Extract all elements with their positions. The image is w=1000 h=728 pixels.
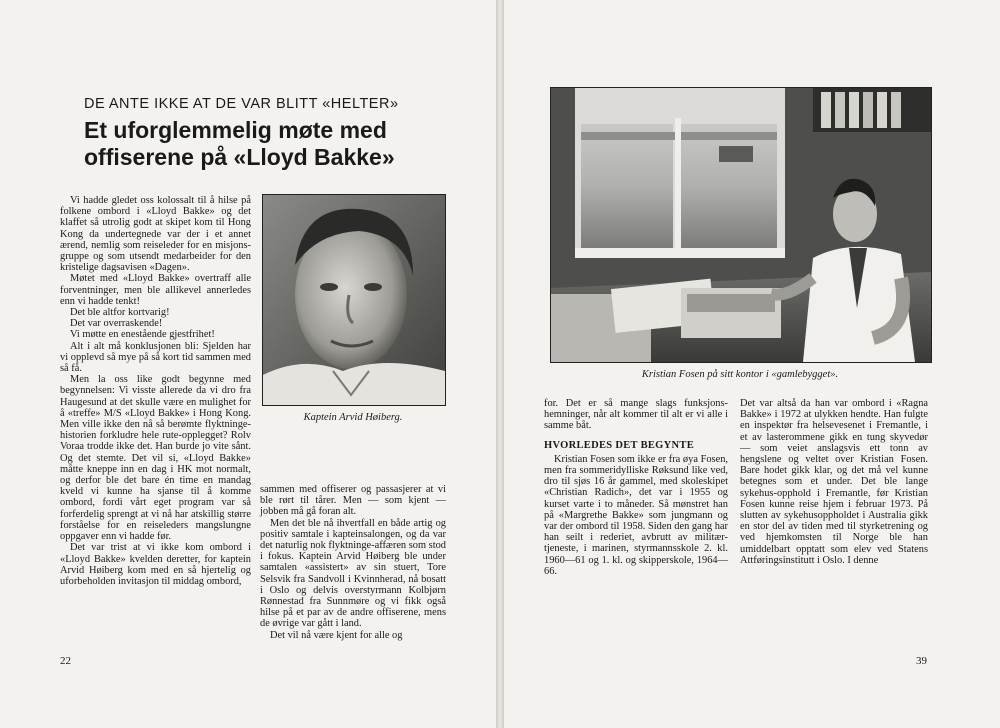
page-number-left: 22 bbox=[60, 655, 71, 667]
portrait-photo-icon bbox=[262, 194, 446, 406]
paragraph: Det ble altfor kortvarig! bbox=[70, 307, 170, 319]
left-page bbox=[0, 0, 496, 728]
left-column-2 bbox=[260, 484, 446, 641]
paragraph: Møtet med «Lloyd Bakke» overtraff alle forventninger, men ble allikevel annerledes enn vi hadde tenkt! bbox=[60, 273, 251, 307]
paragraph: Kristian Fosen som ikke er fra øya Fosen, men fra sommeridylliske Røksund like ved, dro til sjøs 16 år gammel, med skoleskipet «Christian Radich», det var i 1955 og kurset varte i to måneder. Så mønstret han på «Margrethe Bakke» som jungmann og var der ombord til 1958. Siden den gang har han seilt i rederiet, avbrutt av militær-tjeneste, i marinen, styrmannsskole 2. kl. 1960—61 og 1. kl. og skipperskole, 1964—66. bbox=[544, 453, 728, 577]
paragraph: for. Det er så mange slags funksjons-hemninger, når alt kommer til alt er vi alle i samme båt. bbox=[544, 398, 728, 432]
paragraph: Det var trist at vi ikke kom ombord i «Lloyd Bakke» kvelden deretter, for kaptein Arvid Høiberg kom med en så hjertelig og uforbeholden invitasjon til middag ombord, bbox=[60, 542, 251, 587]
right-column-1 bbox=[544, 398, 728, 577]
paragraph: Det var overraskende! bbox=[70, 318, 163, 330]
paragraph: Vi hadde gledet oss kolossalt til å hilse på folkene ombord i «Lloyd Bakke» og det klaffet så utrolig godt at skipet kom til Hong Kong da undertegnede var der i et annet ærend, nemlig som reiseleder for en misjons-gruppe og som utsendt medarbeider for den kristelige dagsavisen «Dagen». bbox=[60, 195, 251, 274]
paragraph: sammen med offiserer og passasjerer at vi ble rørt til tårer. Men — som kjent — jobben må gå foran alt. bbox=[260, 484, 446, 518]
left-column-1 bbox=[60, 195, 251, 587]
section-heading: HVORLEDES DET BEGYNTE bbox=[544, 439, 695, 451]
paragraph: Det vil nå være kjent for alle og bbox=[270, 629, 403, 641]
right-page bbox=[504, 0, 1000, 728]
article-kicker: DE ANTE IKKE AT DE VAR BLITT «HELTER» bbox=[84, 96, 399, 112]
paragraph: Men la oss like godt begynne med begynnelsen: Vi visste allerede da vi dro fra Haugesund at det skulle være en mulighet for å «treffe» M/S «Lloyd Bakke» i Hong Kong. Men ville ikke den nå så berømte flyktninge-historien forkludre hele rute-opplegget? Rolv Voraa trodde ikke det. Han burde jo vite sånt. Og det stemte. Det vil si, «Lloyd Bakke» måtte kneppe inn en dag i HK mot normalt, og derfor ble det bare én time en mandag kveld vi kunne ha sjanse til å komme ombord, fordi vårt eget program var så forferdelig sprengt at vi nå har atskillig større forståelse for en reiseleders mangslungne oppgaver enn vi hadde før. bbox=[60, 374, 251, 543]
page-number-right: 39 bbox=[916, 655, 927, 667]
paragraph: Det var altså da han var ombord i «Ragna Bakke» i 1972 at ulykken hendte. Han fulgte en inspektør fra helsevesenet i Fremantle, i et av lasterommene gikk en tung skyvedør — som veiet anslagsvis ett tonn av hengslene og veltet over Kristian Fosen. Bare hodet gikk klar, og det må vel kunne betegnes som et under. Det ble lange sykehus-opphold i Fremantle, før Kristian Fosen kunne reise hjem i februar 1973. På slutten av sykehusoppholdet i Australia gikk en stor del av tiden med til styrketrening og ved hjemkomsten til Norge ble han umiddelbart opptatt som elev ved Statens Attføringsinstitutt i Oslo. I denne bbox=[740, 398, 928, 566]
paragraph: Vi møtte en enestående gjestfrihet! bbox=[70, 329, 215, 341]
office-photo-icon bbox=[550, 87, 932, 363]
headline-line-1: Et uforglemmelig møte med bbox=[84, 117, 387, 143]
right-column-2 bbox=[740, 398, 928, 566]
spine-gutter bbox=[496, 0, 504, 728]
headline-line-2: offiserene på «Lloyd Bakke» bbox=[84, 144, 395, 170]
office-caption: Kristian Fosen på sitt kontor i «gamlebygget». bbox=[641, 369, 839, 380]
portrait-caption: Kaptein Arvid Høiberg. bbox=[303, 412, 403, 423]
article-headline bbox=[84, 117, 444, 171]
paragraph: Alt i alt må konklusjonen bli: Sjelden har vi opplevd så mye på så kort tid sammen med så få. bbox=[60, 340, 251, 375]
paragraph: Men det ble nå ihvertfall en både artig og positiv samtale i kapteinsalongen, og da var det naturlig nok flyktninge-affæren som stod i fokus. Kaptein Arvid Høiberg ble under samtalen «assistert» av sin stuert, Tore Selsvik fra Sandvoll i Kvinnherad, nå bosatt i Oslo og delvis overstyrmann Kolbjørn Rønnestad fra Sunnmøre og vi fikk også hilse på et par av de andre offiserene, mens de øvrige var gått i land. bbox=[260, 517, 446, 630]
